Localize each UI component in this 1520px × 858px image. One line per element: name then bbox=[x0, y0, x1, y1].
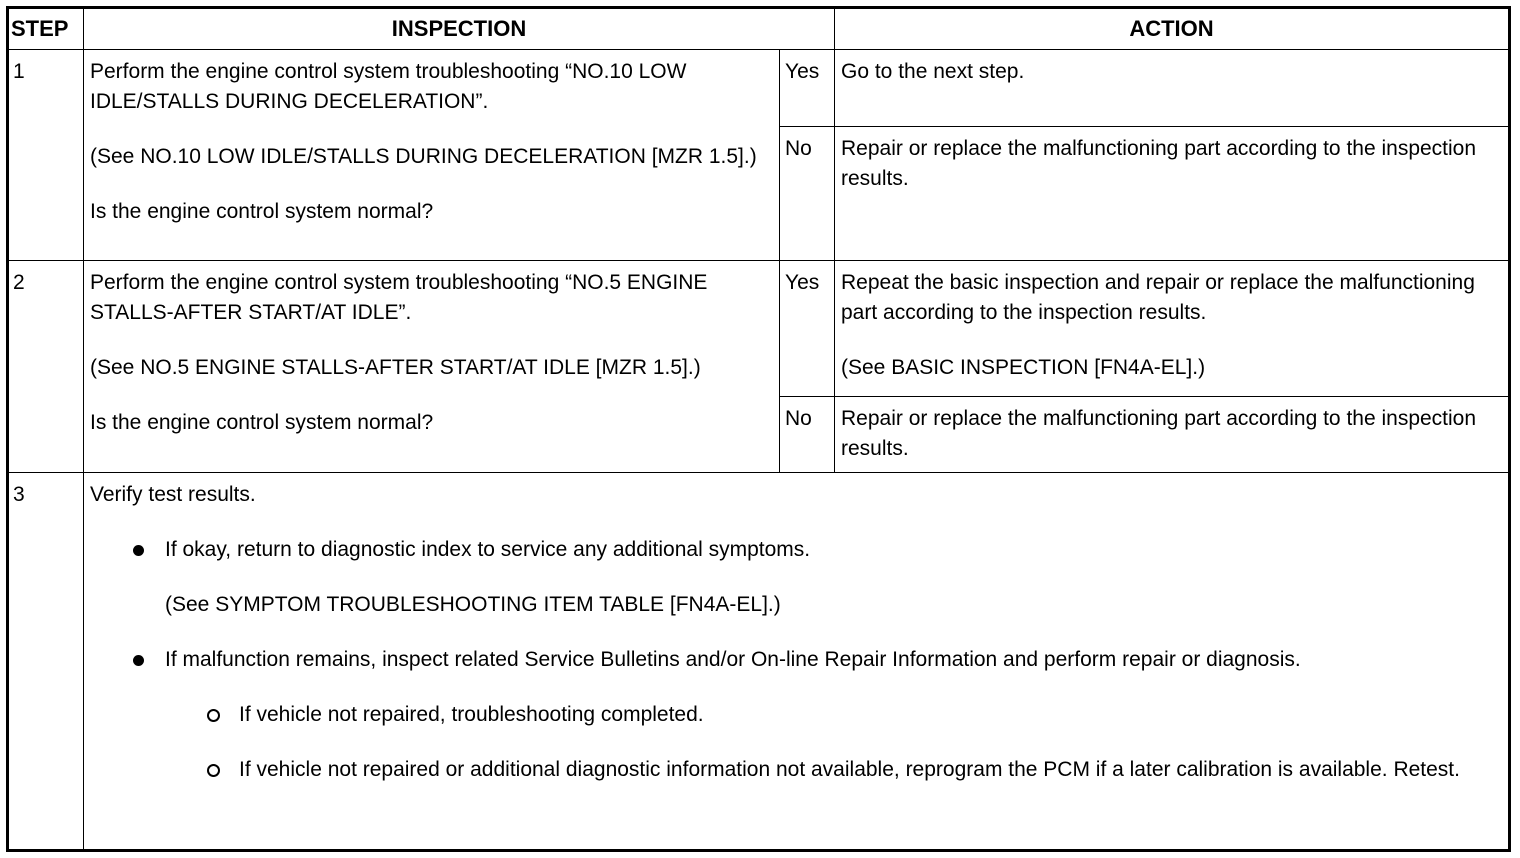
bullet-dot-icon bbox=[133, 655, 144, 666]
step3-number: 3 bbox=[8, 473, 84, 851]
step3-bullet-okay-ref: (See SYMPTOM TROUBLESHOOTING ITEM TABLE [FN4A-EL].) bbox=[165, 593, 781, 616]
step1-no-action bbox=[835, 127, 1510, 261]
step3-row bbox=[8, 473, 1510, 851]
action-header: ACTION bbox=[835, 8, 1510, 50]
step3-sub-reprogram-text: If vehicle not repaired or additional diagnostic information not available, reprogram the PCM if a later calibration is available. Retest. bbox=[239, 758, 1460, 781]
step3-sub-reprogram bbox=[90, 755, 1498, 785]
header-row bbox=[8, 8, 1510, 50]
step2-inspection-question: Is the engine control system normal? bbox=[90, 411, 434, 434]
step2-yes-action-text: Repeat the basic inspection and repair or replace the malfunctioning part according to the inspection results. bbox=[841, 271, 1475, 324]
step2-no-action bbox=[835, 397, 1510, 473]
step2-inspection-text: Perform the engine control system troubleshooting “NO.5 ENGINE STALLS-AFTER START/AT IDLE”. bbox=[90, 271, 708, 324]
step-header: STEP bbox=[8, 8, 84, 50]
step2-yes-row bbox=[8, 261, 1510, 397]
step1-yes-action-text: Go to the next step. bbox=[841, 60, 1025, 83]
step2-yes-label: Yes bbox=[780, 261, 835, 397]
step2-number: 2 bbox=[8, 261, 84, 473]
step1-inspection-question: Is the engine control system normal? bbox=[90, 200, 434, 223]
step3-bullet-malfunction-text: If malfunction remains, inspect related Service Bulletins and/or On-line Repair Information and perform repair or diagnosis. bbox=[165, 648, 1301, 671]
bullet-circle-icon bbox=[207, 709, 220, 722]
step3-content bbox=[84, 473, 1510, 851]
step2-inspection-ref: (See NO.5 ENGINE STALLS-AFTER START/AT IDLE [MZR 1.5].) bbox=[90, 356, 701, 379]
step2-no-action-text: Repair or replace the malfunctioning part according to the inspection results. bbox=[841, 407, 1477, 460]
step2-yes-action-ref: (See BASIC INSPECTION [FN4A-EL].) bbox=[841, 356, 1206, 379]
step1-number: 1 bbox=[8, 50, 84, 261]
step1-no-label: No bbox=[780, 127, 835, 261]
step2-inspection bbox=[84, 261, 780, 473]
step3-bullet-malfunction bbox=[90, 645, 1498, 675]
diagnostic-table bbox=[6, 6, 1511, 852]
step1-inspection-ref: (See NO.10 LOW IDLE/STALLS DURING DECELERATION [MZR 1.5].) bbox=[90, 145, 757, 168]
step3-sub-not-repaired bbox=[90, 700, 1498, 730]
step3-sub-not-repaired-text: If vehicle not repaired, troubleshooting completed. bbox=[239, 703, 704, 726]
step1-inspection-text: Perform the engine control system troubleshooting “NO.10 LOW IDLE/STALLS DURING DECELERATION”. bbox=[90, 60, 687, 113]
inspection-header: INSPECTION bbox=[84, 8, 835, 50]
step1-no-action-text: Repair or replace the malfunctioning part according to the inspection results. bbox=[841, 137, 1477, 190]
step3-intro: Verify test results. bbox=[90, 483, 256, 506]
bullet-dot-icon bbox=[133, 545, 144, 556]
bullet-circle-icon bbox=[207, 764, 220, 777]
step3-bullet-okay bbox=[90, 535, 1498, 565]
step1-inspection bbox=[84, 50, 780, 261]
step2-no-label: No bbox=[780, 397, 835, 473]
step2-yes-action bbox=[835, 261, 1510, 397]
step1-yes-label: Yes bbox=[780, 50, 835, 127]
step3-bullet-okay-text: If okay, return to diagnostic index to service any additional symptoms. bbox=[165, 538, 811, 561]
step1-yes-row bbox=[8, 50, 1510, 127]
step1-yes-action bbox=[835, 50, 1510, 127]
